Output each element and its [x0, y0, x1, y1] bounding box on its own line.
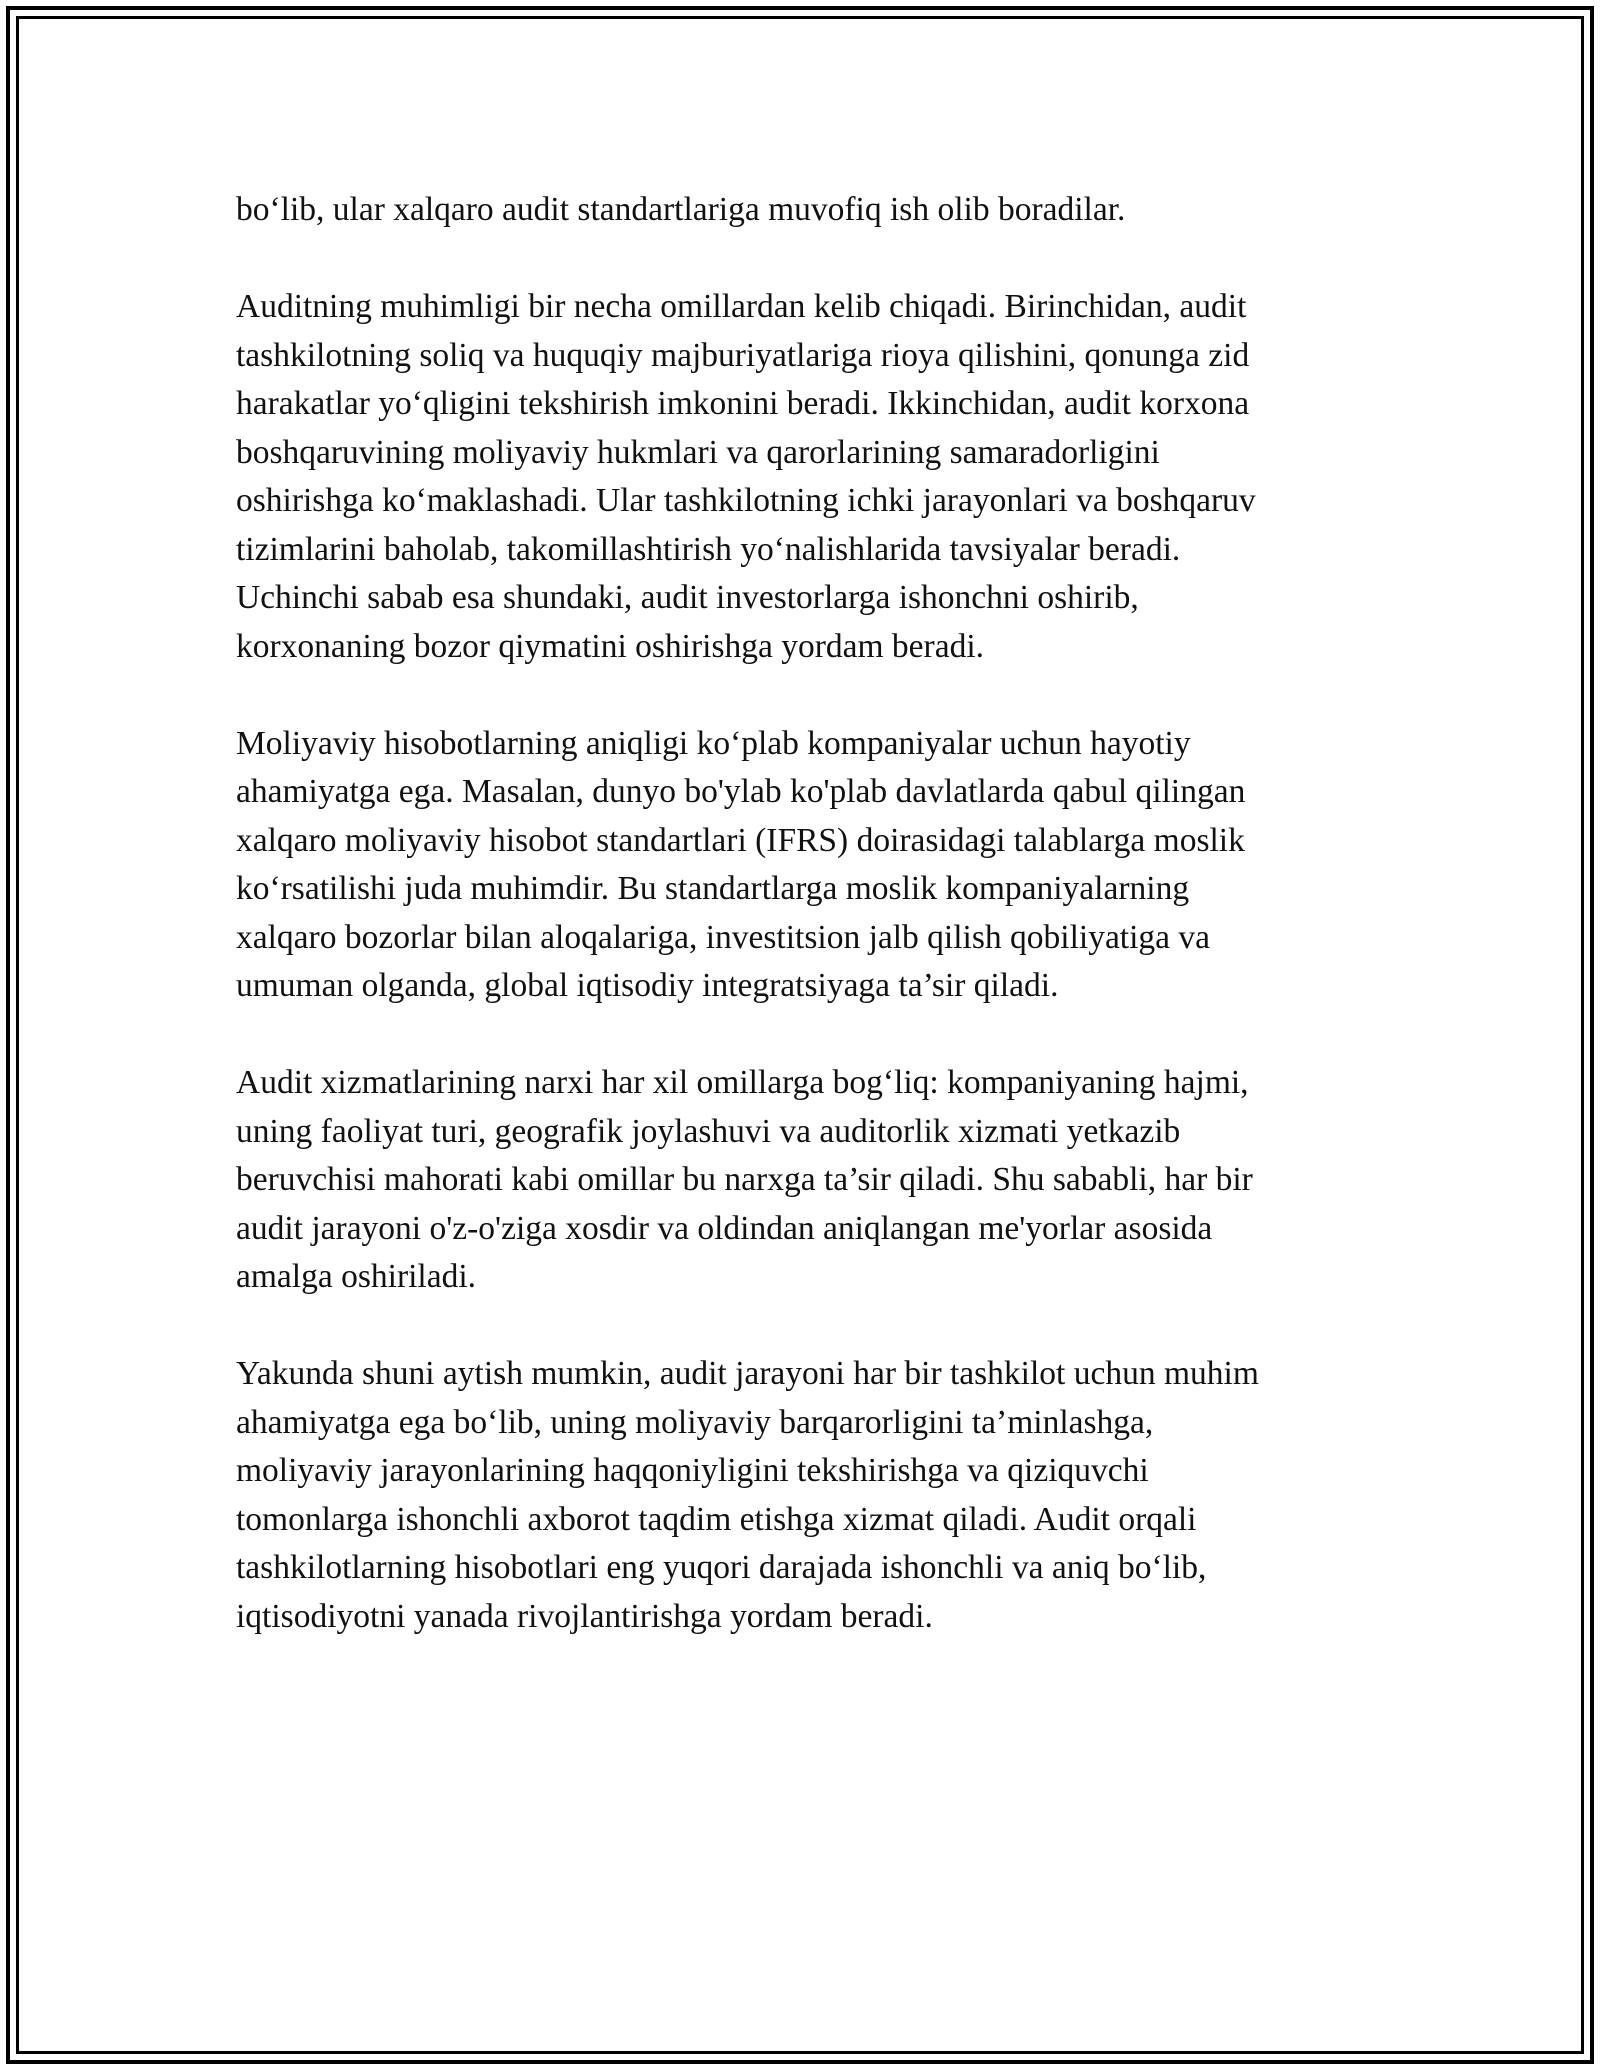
paragraph-5: Yakunda shuni aytish mumkin, audit jarayoni har bir tashkilot uchun muhim ahamiyatga ega bo‘lib, uning moliyaviy barqarorligini ta’minlashga, moliyaviy jarayonlarining haqqoniyligini tekshirishga va qiziquvchi tomonlarga ishonchli axborot taqdim etishga xizmat qiladi. Audit orqali tashkilotlarning hisobotlari eng yuqori darajada ishonchli va aniq bo‘lib, iqtisodiyotni yanada rivojlantirishga yordam beradi. [236, 1355, 1259, 1635]
paragraph-2: Auditning muhimligi bir necha omillardan kelib chiqadi. Birinchidan, audit tashkilotning soliq va huquqiy majburiyatlariga rioya qilishini, qonunga zid harakatlar yo‘qligini tekshirish imkonini beradi. Ikkinchidan, audit korxona boshqaruvining moliyaviy hukmlari va qarorlarining samaradorligini oshirishga ko‘maklashadi. Ular tashkilotning ichki jarayonlari va boshqaruv tizimlarini baholab, takomillashtirish yo‘nalishlarida tavsiyalar beradi. Uchinchi sabab esa shundaki, audit investorlarga ishonchni oshirib, korxonaning bozor qiymatini oshirishga yordam beradi. [236, 288, 1256, 665]
document-body [236, 186, 1366, 1690]
paragraph-4: Audit xizmatlarining narxi har xil omillarga bog‘liq: kompaniyaning hajmi, uning faoliyat turi, geografik joylashuvi va auditorlik xizmati yetkazib beruvchisi mahorati kabi omillar bu narxga ta’sir qiladi. Shu sababli, har bir audit jarayoni o'z-o'ziga xosdir va oldindan aniqlangan me'yorlar asosida amalga oshiriladi. [236, 1064, 1253, 1295]
paragraph-1: bo‘lib, ular xalqaro audit standartlariga muvofiq ish olib boradilar. [236, 191, 1126, 228]
paragraph-3: Moliyaviy hisobotlarning aniqligi ko‘plab kompaniyalar uchun hayotiy ahamiyatga ega. Masalan, dunyo bo'ylab ko'plab davlatlarda qabul qilingan xalqaro moliyaviy hisobot standartlari (IFRS) doirasidagi talablarga moslik ko‘rsatilishi juda muhimdir. Bu standartlarga moslik kompaniyalarning xalqaro bozorlar bilan aloqalariga, investitsion jalb qilish qobiliyatiga va umuman olganda, global iqtisodiy integratsiyaga ta’sir qiladi. [236, 724, 1246, 1004]
